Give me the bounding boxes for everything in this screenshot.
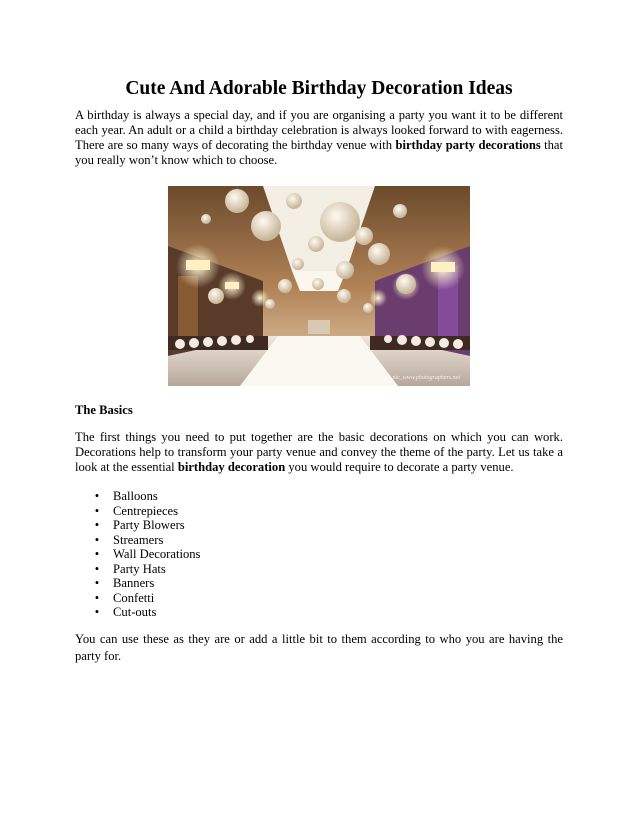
bullet-icon: • (94, 561, 100, 576)
list-item-label: Confetti (113, 590, 155, 605)
bullet-icon: • (94, 532, 100, 547)
list-item-label: Party Blowers (113, 518, 185, 532)
section-text-2: you would require to decorate a party venue. (285, 460, 514, 474)
bullet-icon: • (94, 605, 100, 619)
decoration-list (92, 489, 200, 620)
list-item (92, 518, 200, 533)
list-item (92, 576, 200, 591)
list-item-label: Centrepieces (113, 503, 179, 518)
bullet-icon: • (94, 590, 100, 605)
list-item-label: Party Hats (113, 561, 166, 576)
list-item (92, 562, 200, 577)
bullet-icon: • (94, 576, 100, 590)
list-item (92, 605, 200, 620)
document-title: Cute And Adorable Birthday Decoration Ideas (125, 78, 513, 99)
list-item-label: Balloons (113, 489, 158, 503)
list-item (92, 591, 200, 606)
intro-text-1: A birthday is always a special day, and if you are organising a party you want it to be different each year. An adult or a child a birthday celebration is always looked forward to with eagerness. There are so many ways of decorating the birthday venue with (75, 108, 563, 152)
bullet-icon: • (94, 503, 100, 518)
bullet-icon: • (94, 489, 100, 503)
list-item (92, 547, 200, 562)
bullet-icon: • (94, 547, 100, 561)
section-paragraph (75, 430, 563, 475)
intro-text-2: that you really won’t know which to choose. (75, 138, 563, 167)
section-text-1: The first things you need to put together are the basic decorations on which you can work. Decorations help to transform your party venue and convey the theme of the party. Let us take a look at the essential (75, 430, 563, 474)
photo-watermark: pic_www.photographers.net (392, 375, 460, 381)
closing-paragraph: You can use these as they are or add a little bit to them according to who you are having the party for. (75, 632, 563, 663)
list-item (92, 504, 200, 519)
section-heading: The Basics (75, 403, 133, 417)
bullet-icon: • (94, 518, 100, 532)
intro-bold-link: birthday party decorations (395, 138, 541, 152)
list-item-label: Streamers (113, 532, 164, 547)
list-item-label: Banners (113, 576, 155, 590)
section-bold-link: birthday decoration (177, 460, 286, 474)
intro-paragraph (75, 108, 563, 168)
banquet-hall-photo (168, 186, 470, 386)
list-item (92, 489, 200, 504)
list-item (92, 533, 200, 548)
list-item-label: Cut-outs (113, 605, 157, 619)
list-item-label: Wall Decorations (113, 547, 201, 561)
